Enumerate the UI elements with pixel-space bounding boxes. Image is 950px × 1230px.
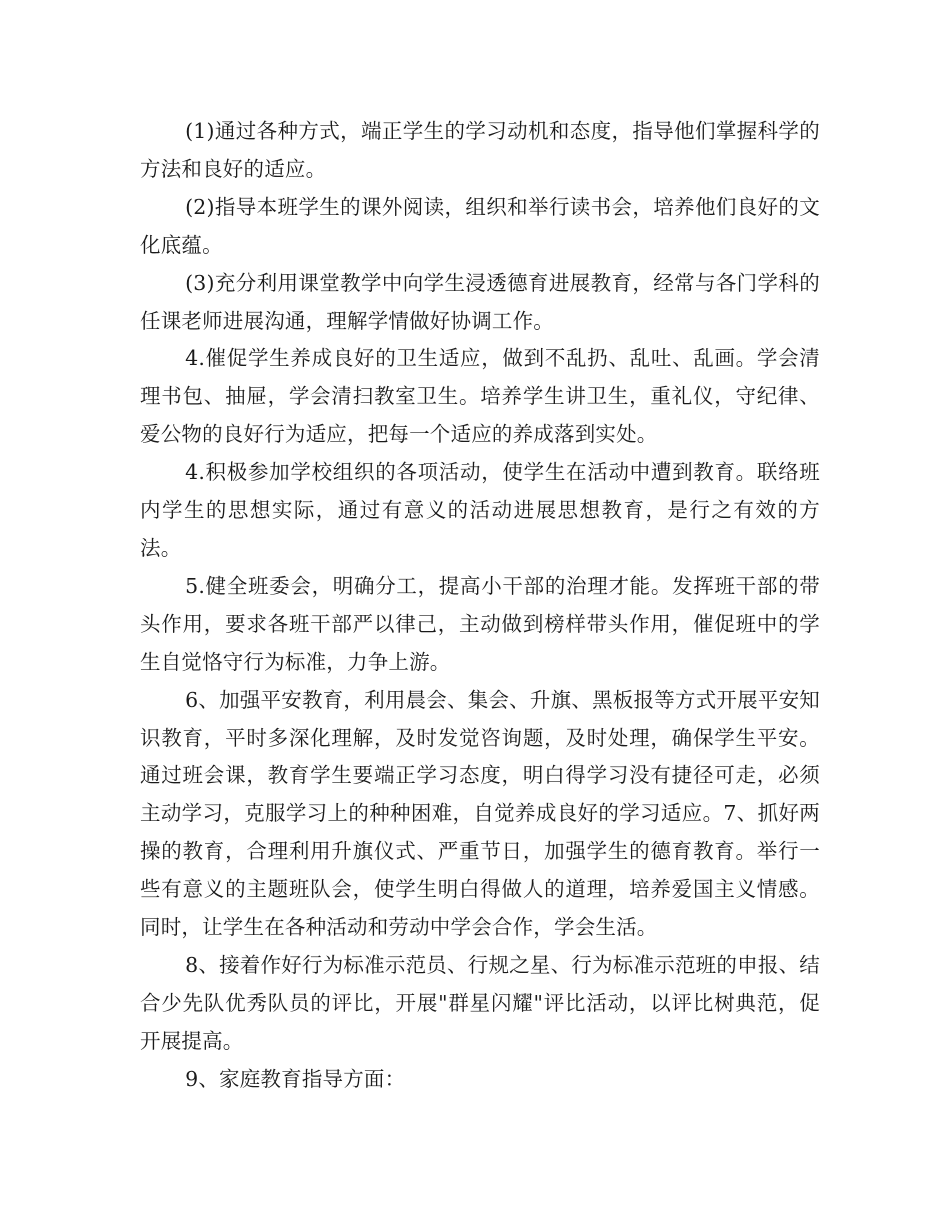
paragraph-7: 6、加强平安教育，利用晨会、集会、升旗、黑板报等方式开展平安知识教育，平时多深化理解，及时发觉咨询题，及时处理，确保学生平安。通过班会课，教育学生要端正学习态度，明白得学习没有捷径可走，必须主动学习，克服学习上的种种困难，自觉养成良好的学习适应。7、抓好两操的教育，合理利用升旗仪式、严重节日，加强学生的德育教育。举行一些有意义的主题班队会，使学生明白得做人的道理，培养爱国主义情感。同时，让学生在各种活动和劳动中学会合作，学会生活。 (140, 687, 820, 940)
paragraph-9: 9、家庭教育指导方面： (185, 1066, 406, 1091)
paragraph-8: 8、接着作好行为标准示范员、行规之星、行为标准示范班的申报、结合少先队优秀队员的评比，开展"群星闪耀"评比活动，以评比树典范，促开展提高。 (140, 952, 820, 1053)
document-body (140, 113, 820, 1099)
paragraph-4: 4.催促学生养成良好的卫生适应，做到不乱扔、乱吐、乱画。学会清理书包、抽屉，学会清扫教室卫生。培养学生讲卫生，重礼仪，守纪律、爱公物的良好行为适应，把每一个适应的养成落到实处。 (140, 346, 820, 447)
paragraph-3: (3)充分利用课堂教学中向学生浸透德育进展教育，经常与各门学科的任课老师进展沟通，理解学情做好协调工作。 (140, 270, 820, 333)
paragraph-6: 5.健全班委会，明确分工，提高小干部的治理才能。发挥班干部的带头作用，要求各班干部严以律己，主动做到榜样带头作用，催促班中的学生自觉恪守行为标准，力争上游。 (140, 573, 820, 674)
paragraph-5: 4.积极参加学校组织的各项活动，使学生在活动中遭到教育。联络班内学生的思想实际，通过有意义的活动进展思想教育，是行之有效的方法。 (140, 460, 820, 560)
paragraph-1: (1)通过各种方式，端正学生的学习动机和态度，指导他们掌握科学的方法和良好的适应。 (140, 119, 820, 181)
paragraph-2: (2)指导本班学生的课外阅读，组织和举行读书会，培养他们良好的文化底蕴。 (140, 194, 820, 257)
